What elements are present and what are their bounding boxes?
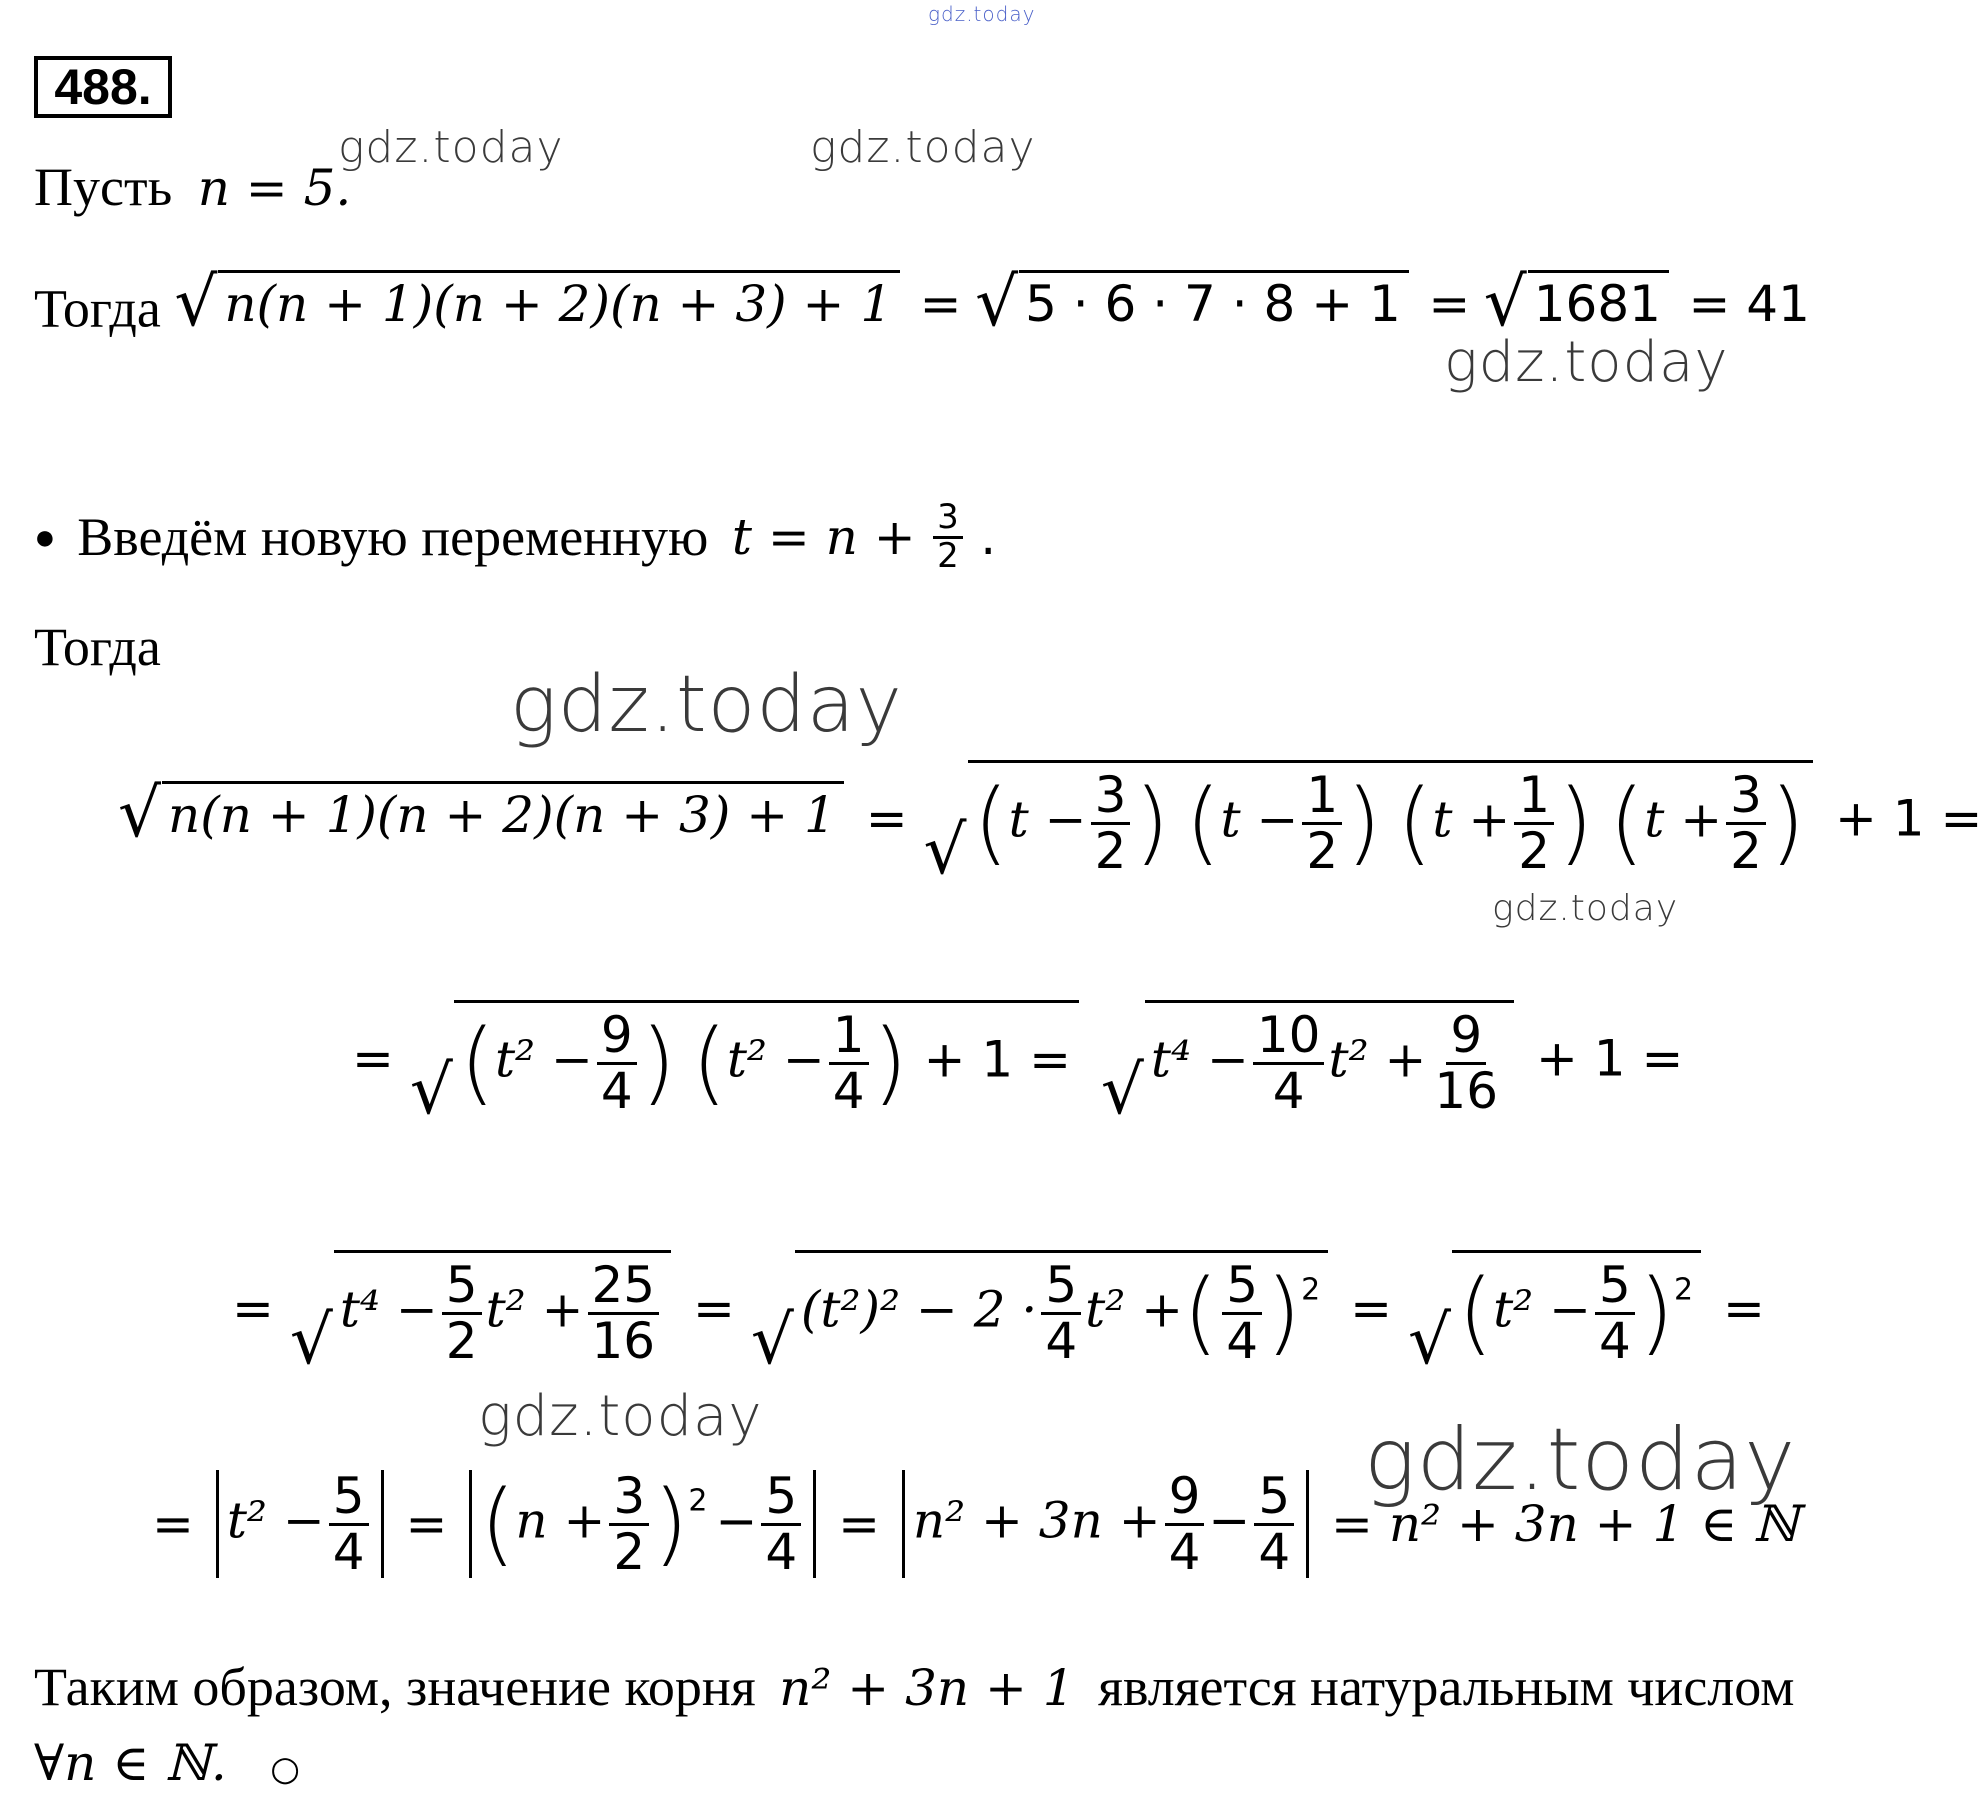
end-circle-icon: ○ — [270, 1749, 300, 1789]
root-result: = 41 — [1688, 275, 1810, 333]
eq-sign: = — [865, 789, 908, 848]
term: t − — [1220, 790, 1299, 849]
num: 5 — [1222, 1259, 1262, 1315]
den: 4 — [1168, 1522, 1201, 1581]
root-general — [174, 270, 900, 333]
num: 5 — [1041, 1259, 1081, 1315]
bullet-line — [34, 497, 997, 576]
term: t² − — [226, 1491, 325, 1550]
derivation-row-1 — [118, 760, 1982, 880]
fraction-numerator: 3 — [933, 500, 963, 539]
exponent: 2 — [1301, 1272, 1321, 1308]
watermark-6: gdz.today — [478, 1384, 763, 1449]
term: t² − — [494, 1030, 593, 1089]
row2-root-a — [410, 1000, 1079, 1120]
row1-rhs: (t − $\frac{3}{2}$ ) (t − $\frac{1}{2}$ ) (t + $\frac{1}{2}$ ) (t + $\frac{3}{2}$ ) — [968, 760, 1814, 877]
den: 2 — [1730, 821, 1762, 880]
watermark-5: gdz.today — [1492, 888, 1679, 929]
num: 3 — [1726, 769, 1766, 825]
row3-radicand-a — [334, 1250, 671, 1370]
num: 9 — [1165, 1470, 1205, 1526]
term: t² + — [1328, 1030, 1427, 1089]
row1-rhs-root — [924, 760, 1814, 880]
row2-radicand-b — [1145, 1000, 1514, 1120]
root-general-radicand: n(n + 1)(n + 2)(n + 3) + 1 — [218, 270, 900, 329]
watermark-7: gdz.today — [1364, 1410, 1797, 1510]
num: 5 — [1595, 1259, 1635, 1315]
conclusion-line-1 — [34, 1657, 1795, 1717]
abs-value-a — [216, 1467, 384, 1581]
term: − — [1208, 1491, 1251, 1550]
then-label: Тогда — [34, 617, 161, 677]
den: 4 — [600, 1061, 633, 1120]
conclusion-text-b: является натуральным числом — [1098, 1657, 1795, 1717]
row2-radicand-a: (t² − $\frac{9}{4}$ ) (t² − $\frac{1}{4}$ ) + 1 = — [454, 1000, 1079, 1117]
root-numeric — [975, 270, 1409, 333]
eq-sign: = — [152, 1495, 194, 1553]
num: 3 — [609, 1470, 649, 1526]
derivation-row-4 — [152, 1467, 1799, 1581]
num: 5 — [761, 1470, 801, 1526]
bullet-math: t = n + — [731, 508, 916, 567]
row3-root-a — [290, 1250, 671, 1370]
term: t² − — [1493, 1280, 1592, 1339]
den: 2 — [1518, 821, 1551, 880]
den: 4 — [1258, 1522, 1291, 1581]
root-numeric-radicand: 5 · 6 · 7 · 8 + 1 — [1019, 270, 1409, 329]
den: 2 — [1306, 821, 1339, 880]
den: 16 — [1434, 1061, 1499, 1120]
row3-root-b — [751, 1250, 1328, 1370]
bullet-text: Введём новую переменную — [77, 507, 709, 568]
term: t² + — [1085, 1280, 1184, 1339]
term: t + — [1432, 790, 1511, 849]
num: 9 — [1446, 1009, 1486, 1065]
den: 2 — [445, 1311, 478, 1370]
den: 2 — [1094, 821, 1127, 880]
eq-sign: = — [919, 275, 962, 333]
abs-value-b: (n + $\frac{3}{2}$ )$^2$ − $\frac{5}{4}$ — [469, 1470, 816, 1578]
term: t⁴ − — [1150, 1030, 1249, 1089]
den: 2 — [613, 1522, 646, 1581]
term: t² + — [485, 1280, 584, 1339]
watermark-2: gdz.today — [810, 122, 1036, 173]
problem-number-box: 488. — [34, 56, 172, 118]
row3-radicand-c: (t² − $\frac{5}{4}$ )$^2$ — [1452, 1250, 1701, 1367]
row1-lhs-root — [118, 781, 844, 844]
bullet-period: . — [980, 508, 997, 567]
tail: + 1 = — [1834, 789, 1982, 848]
tail: = — [1722, 1279, 1765, 1338]
eq-sign: = — [1350, 1279, 1393, 1338]
tail: + 1 = — [1535, 1029, 1684, 1088]
fraction-denominator: 2 — [937, 535, 959, 576]
row3-radicand-b: (t²)² − 2 · $\frac{5}{4}$ t² +( $\frac{5}{4}$ )$^2$ — [795, 1250, 1328, 1367]
watermark-top: gdz.today — [928, 2, 1036, 26]
den: 4 — [332, 1522, 365, 1581]
line-then-root — [34, 270, 1810, 339]
bullet-fraction — [933, 497, 963, 576]
den: 4 — [765, 1522, 798, 1581]
num: 1 — [1514, 769, 1554, 825]
conclusion-forall: ∀n ∈ ℕ. — [34, 1734, 227, 1792]
line-let-n — [34, 157, 352, 217]
term: − — [715, 1491, 758, 1550]
num: 5 — [442, 1259, 482, 1315]
term: n + — [515, 1491, 606, 1550]
eq-sign: = — [693, 1279, 735, 1338]
num: 10 — [1253, 1009, 1325, 1065]
exponent: 2 — [688, 1483, 708, 1519]
root-1681-radicand: 1681 — [1528, 270, 1669, 329]
watermark-3: gdz.today — [1444, 330, 1729, 395]
derivation-row-2 — [352, 1000, 1684, 1120]
num: 1 — [829, 1009, 869, 1065]
abs-value-c — [902, 1467, 1309, 1581]
bullet-symbol: ● — [34, 517, 56, 558]
den: 4 — [1272, 1061, 1305, 1120]
den: 4 — [832, 1061, 865, 1120]
term: n² + 3n + — [912, 1491, 1161, 1550]
row3-root-c — [1408, 1250, 1701, 1370]
num: 25 — [588, 1259, 660, 1315]
derivation-row-3 — [232, 1250, 1765, 1370]
den: 16 — [591, 1311, 656, 1370]
then-word: Тогда — [34, 278, 161, 339]
term: + 1 = — [923, 1030, 1072, 1089]
let-word: Пусть — [34, 157, 173, 217]
den: 4 — [1045, 1311, 1078, 1370]
watermark-4: gdz.today — [510, 660, 903, 750]
conclusion-math: n² + 3n + 1 — [779, 1659, 1075, 1717]
eq-sign: = — [838, 1495, 880, 1553]
conclusion-text-a: Таким образом, значение корня — [34, 1657, 756, 1717]
term: t⁴ − — [339, 1280, 438, 1339]
eq-sign: = — [405, 1495, 448, 1553]
num: 1 — [1302, 769, 1342, 825]
den: 4 — [1226, 1311, 1259, 1370]
eq-sign: = — [1428, 275, 1471, 333]
exponent: 2 — [1673, 1272, 1694, 1308]
row1-lhs: n(n + 1)(n + 2)(n + 3) + 1 — [162, 781, 844, 840]
term: (t²)² − 2 · — [800, 1280, 1038, 1339]
let-math: n = 5. — [197, 159, 352, 217]
eq-sign: = — [352, 1029, 394, 1088]
num: 5 — [1254, 1470, 1294, 1526]
root-1681 — [1484, 270, 1669, 333]
final-result: = n² + 3n + 1 ∈ ℕ — [1331, 1495, 1799, 1553]
eq-sign: = — [232, 1279, 274, 1338]
den: 4 — [1599, 1311, 1631, 1370]
conclusion-line-2 — [34, 1734, 300, 1792]
num: 5 — [329, 1470, 369, 1526]
term: t² − — [726, 1030, 825, 1089]
watermark-1: gdz.today — [338, 122, 564, 173]
term: t − — [1008, 790, 1087, 849]
term: t + — [1644, 790, 1723, 849]
num: 9 — [597, 1009, 637, 1065]
num: 3 — [1091, 769, 1131, 825]
row2-root-b — [1101, 1000, 1514, 1120]
